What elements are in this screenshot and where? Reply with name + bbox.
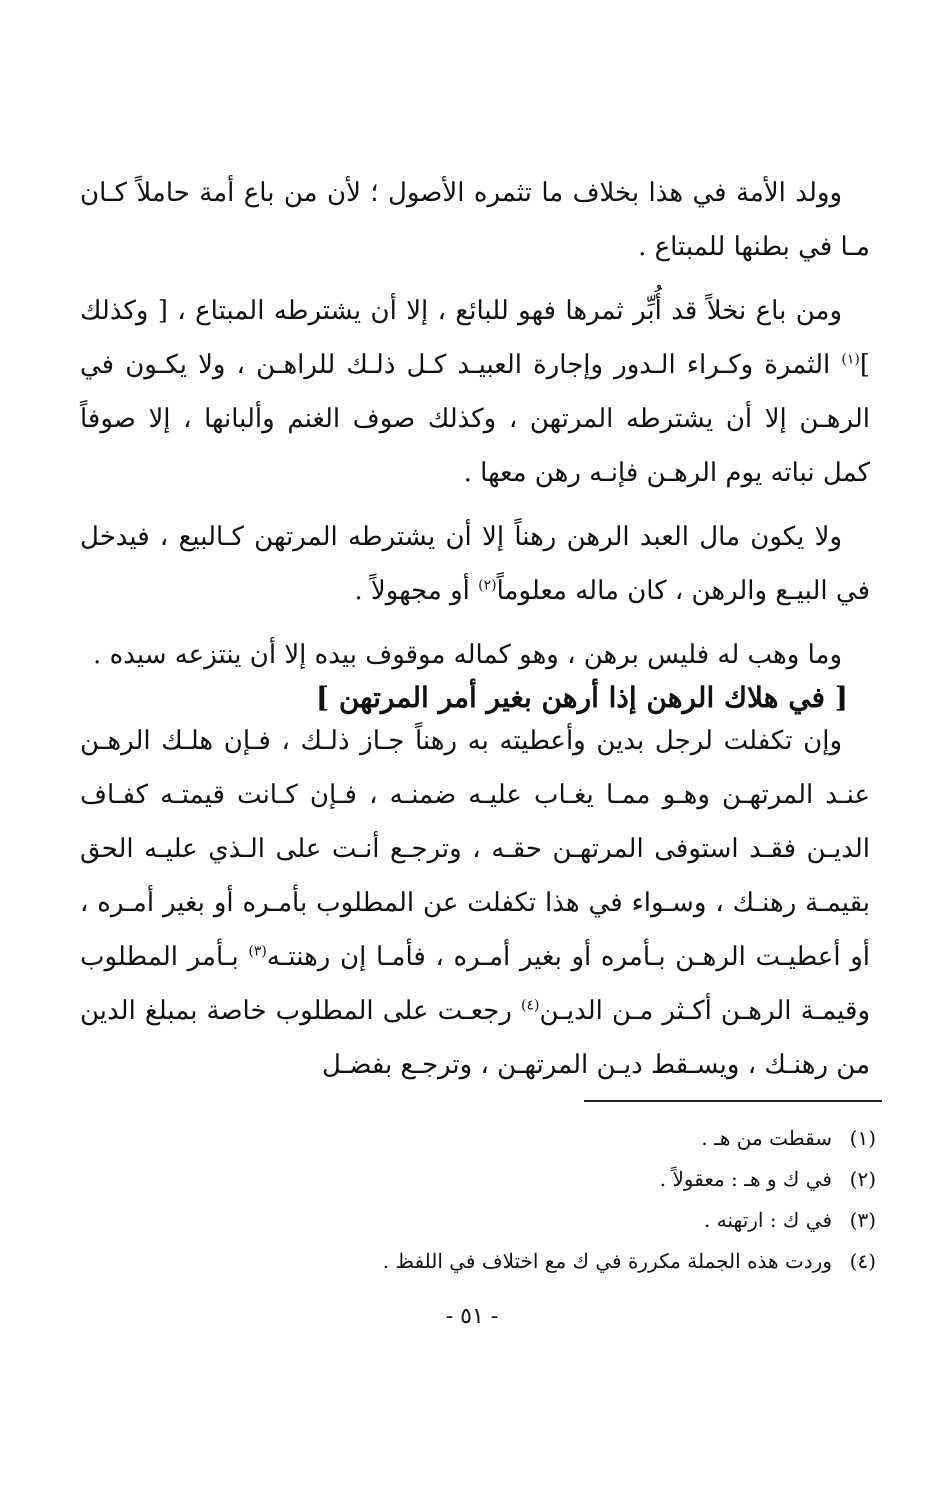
- footnote-marker: (٤): [521, 997, 540, 1014]
- footnote-marker: (٢): [478, 577, 497, 594]
- paragraph-text: ولا يكون مال العبد الرهن رهناً إلا أن يشترطه المرتهن كـالبيع ، فيدخل في البيـع والرهن ، كان ماله معلوماً: [80, 522, 870, 606]
- footnote-divider: [584, 1100, 882, 1102]
- paragraph-slave-child: [80, 166, 870, 274]
- footnote-item: [80, 1159, 876, 1200]
- paragraph-text: ومن باع نخلاً قد أُبِّر ثمرها فهو للبائع ، إلا أن يشترطه المبتاع ، [ وكذلك ]: [80, 296, 870, 380]
- footnote-item: [80, 1118, 876, 1159]
- footnote-number: (٢): [849, 1167, 876, 1191]
- section-heading: [ في هلاك الرهن إذا أرهن بغير أمر المرتهن ]: [315, 681, 848, 714]
- main-text-upper: [80, 166, 870, 682]
- main-text-lower: [80, 714, 870, 1092]
- footnote-number: (٣): [849, 1208, 876, 1232]
- paragraph-palm-fruit: [80, 284, 870, 500]
- paragraph-text: وما وهب له فليس برهن ، وهو كماله موقوف بيده إلا أن ينتزعه سيده .: [93, 640, 842, 670]
- footnote-text: في ك : ارتهنه .: [704, 1208, 832, 1232]
- paragraph-gift: [80, 628, 870, 682]
- footnote-text: سقطت من هـ .: [701, 1126, 832, 1150]
- footnote-item: [80, 1200, 876, 1241]
- paragraph-text: وإن تكفلت لرجل بدين وأعطيته به رهناً جـاز ذلـك ، فـإن هلـك الرهـن عنـد المرتهـن وهـو ممـا يغـاب عليـه ضمنـه ، فـإن كـانت قيمتـه كفـاف الديـن فقـد استوفى المرتهـن حقـه ، وترجـع أنـت على الـذي عليـه الحق بقيمـة رهنـك ، وسـواء في هذا تكفلت عن المطلوب بأمـره أو بغير أمـره ، أو أعطيـت الرهـن بـأمره أو بغير أمـره ، فأمـا إن رهنتـه: [80, 726, 870, 972]
- footnote-number: (٤): [849, 1249, 876, 1273]
- paragraph-text: بـأمر المطلوب وقيمـة الرهـن أكـثر مـن الديـن: [80, 942, 870, 1026]
- paragraph-pledge-loss: [80, 714, 870, 1092]
- paragraph-slave-property: [80, 510, 870, 618]
- footnote-text: وردت هذه الجملة مكررة في ك مع اختلاف في اللفظ .: [382, 1249, 832, 1273]
- footnotes: [80, 1118, 876, 1282]
- paragraph-text: وولد الأمة في هذا بخلاف ما تثمره الأصول ؛ لأن من باع أمة حاملاً كـان مـا في بطنها للمبتاع .: [80, 178, 870, 262]
- footnote-number: (١): [849, 1126, 876, 1150]
- page-number: - ٥١ -: [445, 1304, 499, 1329]
- paragraph-text: الثمرة وكـراء الـدور وإجارة العبيـد كـل ذلـك للراهـن ، ولا يكـون في الرهـن إلا أن يشترطه المرتهن ، وكذلك صوف الغنم وألبانها ، إلا صوفاً كمل نباته يوم الرهـن فإنـه رهن معها .: [80, 350, 870, 488]
- footnote-item: [80, 1241, 876, 1282]
- paragraph-text: رجعـت على المطلوب خاصة بمبلغ الدين من رهنـك ، ويسـقط ديـن المرتهـن ، وترجـع بفضـل: [80, 996, 870, 1080]
- paragraph-text: أو مجهولاً .: [354, 576, 479, 606]
- footnote-marker: (١): [841, 351, 860, 368]
- footnote-text: في ك و هـ : معقولاً .: [659, 1167, 832, 1191]
- footnote-marker: (٣): [248, 943, 267, 960]
